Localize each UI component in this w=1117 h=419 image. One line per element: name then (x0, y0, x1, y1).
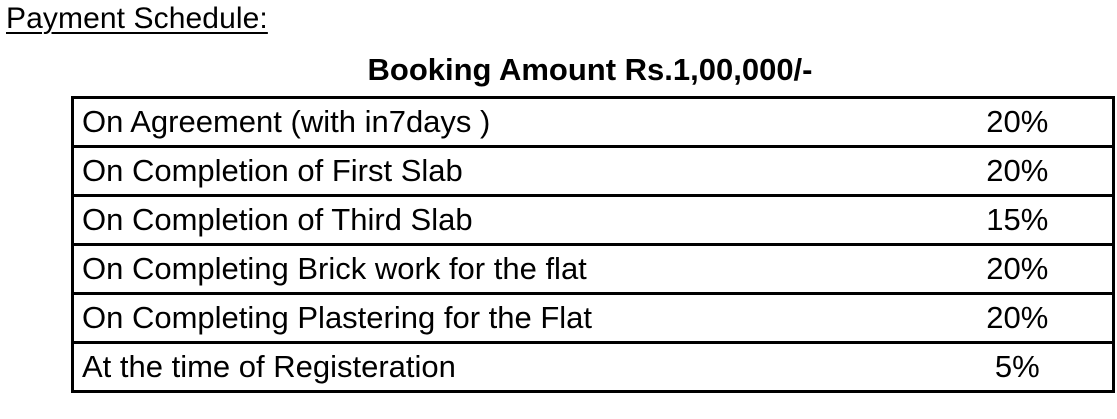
table-row (73, 245, 1114, 294)
payment-schedule-table (71, 96, 1115, 393)
percent-cell: 20% (923, 147, 1114, 196)
stage-cell: At the time of Registeration (73, 343, 923, 392)
percent-cell: 20% (923, 294, 1114, 343)
page-title: Payment Schedule: (6, 2, 268, 35)
table-row (73, 294, 1114, 343)
stage-cell: On Completion of Third Slab (73, 196, 923, 245)
stage-cell: On Completion of First Slab (73, 147, 923, 196)
table-row (73, 196, 1114, 245)
percent-cell: 5% (923, 343, 1114, 392)
table-row (73, 147, 1114, 196)
table-row (73, 98, 1114, 147)
stage-cell: On Completing Plastering for the Flat (73, 294, 923, 343)
stage-cell: On Agreement (with in7days ) (73, 98, 923, 147)
stage-cell: On Completing Brick work for the flat (73, 245, 923, 294)
percent-cell: 20% (923, 98, 1114, 147)
booking-amount-heading: Booking Amount Rs.1,00,000/- (367, 52, 813, 87)
percent-cell: 15% (923, 196, 1114, 245)
percent-cell: 20% (923, 245, 1114, 294)
table-row (73, 343, 1114, 392)
